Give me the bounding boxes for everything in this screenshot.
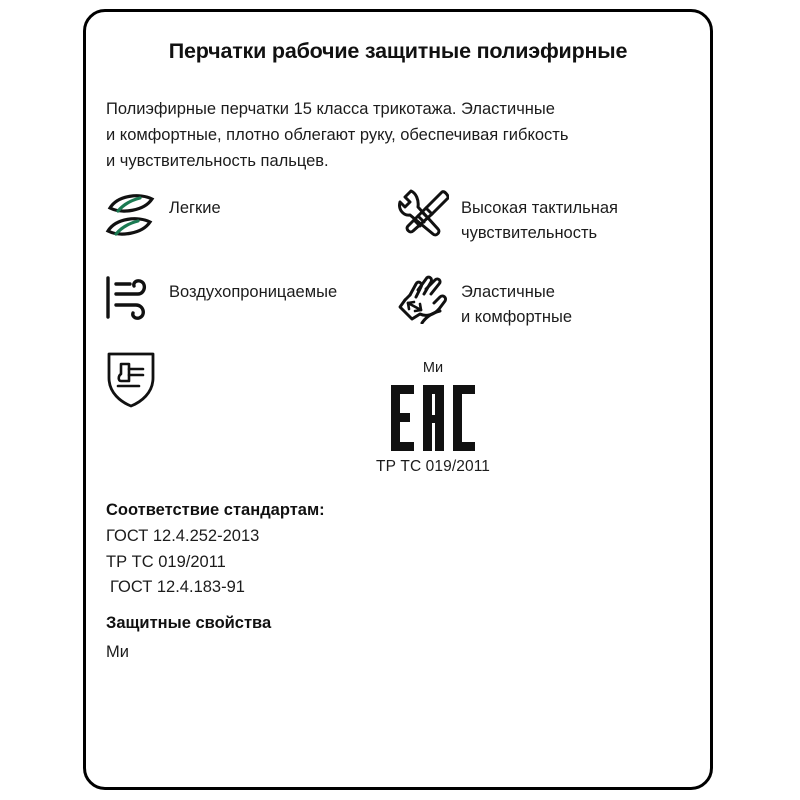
feature-label-text: Воздухопроницаемые bbox=[169, 283, 338, 301]
leaves-icon bbox=[101, 184, 161, 242]
feature-label-breathable bbox=[161, 268, 337, 305]
wind-icon bbox=[101, 268, 161, 326]
eac-mark-icon bbox=[391, 385, 475, 451]
feature-label-protection bbox=[161, 350, 169, 362]
protective-properties-heading: Защитные свойства bbox=[106, 614, 272, 632]
tools-icon bbox=[393, 184, 453, 242]
feature-item-lightweight bbox=[101, 184, 221, 242]
feature-label-lightweight bbox=[161, 184, 221, 221]
standards-item: ГОСТ 12.4.252-2013 bbox=[106, 527, 260, 545]
page-title: Перчатки рабочие защитные полиэфирные bbox=[168, 39, 628, 63]
conformity-top-label: Ми bbox=[422, 360, 444, 376]
feature-label-text: Эластичные bbox=[461, 283, 555, 301]
feature-item-elastic bbox=[393, 268, 572, 330]
description-line-3: и чувствительность пальцев. bbox=[106, 152, 329, 170]
standards-item: ГОСТ 12.4.183-91 bbox=[110, 578, 245, 596]
protective-properties-value: Ми bbox=[106, 643, 129, 661]
feature-label-text: Легкие bbox=[169, 199, 221, 217]
feature-item-tactile bbox=[393, 184, 618, 246]
feature-item-protection bbox=[101, 350, 169, 408]
product-description bbox=[106, 96, 676, 174]
standards-item: ТР ТС 019/2011 bbox=[106, 552, 226, 571]
feature-label-elastic bbox=[453, 268, 572, 330]
feature-label-tactile bbox=[453, 184, 618, 246]
standards-block bbox=[106, 501, 506, 601]
description-line-2: и комфортные, плотно облегают руку, обеспечивая гибкость bbox=[106, 126, 569, 144]
standards-heading: Соответствие стандартам: bbox=[106, 501, 325, 519]
protective-properties-block bbox=[106, 614, 506, 662]
conformity-mark-block bbox=[358, 360, 508, 476]
feature-label-text-line2: и комфортные bbox=[461, 308, 572, 326]
feature-label-text-line2: чувствительность bbox=[461, 224, 598, 242]
conformity-bottom-label: ТР ТС 019/2011 bbox=[376, 458, 490, 475]
product-card bbox=[83, 9, 713, 790]
shield-mechanical-icon bbox=[101, 350, 161, 408]
feature-label-text: Высокая тактильная bbox=[461, 199, 618, 217]
feature-item-breathable bbox=[101, 268, 337, 326]
stretch-glove-icon bbox=[393, 268, 453, 326]
description-line-1: Полиэфирные перчатки 15 класса трикотажа. Эластичные bbox=[106, 100, 555, 118]
